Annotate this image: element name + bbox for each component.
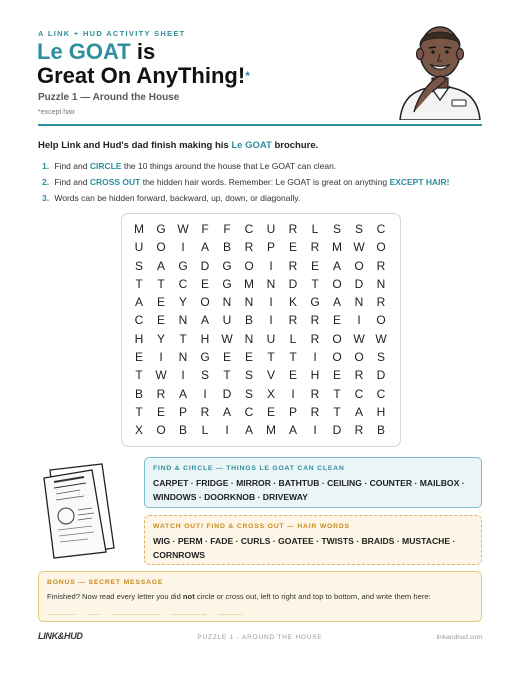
grid-letter: Y (178, 295, 187, 310)
grid-letter: D (200, 258, 210, 273)
grid-letter: T (135, 276, 143, 291)
grid-letter: R (156, 386, 166, 401)
intro-text: Help Link and Hud's dad finish making his (38, 140, 232, 151)
footer-website: linkandhud.com (436, 634, 482, 641)
grid-letter: M (134, 222, 144, 236)
grid-letter: E (332, 313, 341, 328)
grid-letter: D (376, 368, 386, 383)
grid-letter: N (354, 295, 364, 310)
step-keyword: CIRCLE (89, 161, 122, 171)
step-text: Find and (54, 177, 90, 187)
bonus-emphasis: not (182, 592, 195, 601)
grid-letter: W (177, 222, 189, 236)
footer-puzzle-label: PUZZLE 1 · AROUND THE HOUSE (197, 634, 323, 641)
grid-letter: R (354, 368, 364, 383)
grid-letter: H (200, 331, 210, 346)
grid-letter: P (266, 240, 275, 255)
grid-letter: T (179, 331, 187, 346)
grid-letter: C (134, 313, 144, 328)
grid-letter: D (288, 276, 298, 291)
grid-letter: I (181, 368, 185, 383)
grid-letter: K (288, 295, 297, 310)
grid-letter: I (225, 423, 229, 438)
link-hud-logo: LINK&HUD (38, 631, 83, 641)
grid-letter: U (266, 331, 276, 346)
grid-letter: E (156, 404, 165, 419)
instruction-step (42, 158, 450, 174)
grid-letter: M (266, 423, 276, 438)
grid-letter: U (222, 313, 232, 328)
grid-letter: I (291, 386, 295, 401)
grid-letter: E (266, 404, 275, 419)
grid-letter: R (376, 295, 386, 310)
hair-words-box (144, 515, 482, 565)
grid-letter: G (222, 258, 232, 273)
grid-letter: A (134, 295, 143, 310)
dad-portrait-illustration (392, 16, 488, 120)
title-line2: Great On AnyThing! (37, 63, 246, 88)
grid-letter: G (222, 276, 232, 291)
bonus-message-box (38, 571, 482, 622)
grid-letter: O (156, 423, 166, 438)
grid-letter: R (310, 240, 320, 255)
puzzle-subtitle: Puzzle 1 — Around the House (38, 92, 180, 103)
grid-letter: E (310, 258, 319, 273)
grid-letter: R (310, 331, 320, 346)
grid-letter: R (288, 258, 298, 273)
grid-letter: S (244, 368, 253, 383)
grid-letter: F (201, 222, 209, 236)
grid-letter: E (156, 295, 165, 310)
grid-letter: W (353, 240, 365, 255)
grid-letter: D (222, 386, 232, 401)
grid-letter: R (200, 404, 210, 419)
grid-letter: G (200, 350, 210, 365)
grid-letter: R (288, 313, 298, 328)
grid-letter: B (222, 240, 231, 255)
grid-letter: D (332, 423, 342, 438)
grid-letter: C (376, 222, 386, 236)
grid-letter: I (159, 350, 163, 365)
grid-letter: O (354, 258, 364, 273)
grid-letter: Y (156, 331, 165, 346)
grid-letter: H (310, 368, 320, 383)
step-number: 2. (42, 177, 50, 187)
intro-text-end: brochure. (271, 140, 319, 151)
grid-letter: N (244, 295, 254, 310)
hair-words-heading: WATCH OUT! FIND & CROSS OUT — HAIR WORDS (153, 523, 350, 530)
grid-letter: I (203, 386, 207, 401)
grid-letter: A (244, 423, 253, 438)
step-keyword: CROSS OUT (89, 177, 141, 187)
grid-letter: N (178, 313, 188, 328)
grid-letter: E (244, 350, 253, 365)
title-line1-rest: is (130, 39, 156, 64)
grid-letter: G (178, 258, 188, 273)
grid-letter: A (200, 313, 209, 328)
word-search-grid (121, 213, 401, 447)
grid-letter: F (223, 222, 231, 236)
bonus-instructions (47, 591, 475, 602)
grid-letter: G (310, 295, 320, 310)
grid-letter: C (178, 276, 188, 291)
title-brand: Le GOAT (37, 39, 131, 64)
grid-letter: O (376, 313, 386, 328)
grid-letter: C (376, 386, 386, 401)
grid-letter: R (310, 313, 320, 328)
sheet-title (37, 40, 250, 88)
grid-letter: O (376, 240, 386, 255)
grid-letter: A (200, 240, 209, 255)
grid-letter: C (354, 386, 364, 401)
grid-letter: E (288, 240, 297, 255)
sheet-kicker: A LINK + HUD ACTIVITY SHEET (38, 29, 186, 38)
grid-letter: P (178, 404, 187, 419)
grid-letter: S (134, 258, 143, 273)
find-circle-heading: FIND & CIRCLE — THINGS LE GOAT CAN CLEAN (153, 465, 345, 472)
grid-letter: O (244, 258, 254, 273)
grid-letter: V (266, 368, 275, 383)
grid-letter: N (376, 276, 386, 291)
bonus-text: Finished? Now read every letter you did (47, 592, 183, 601)
grid-letter: L (289, 331, 297, 346)
step-text: the hidden hair words. Remember: Le GOAT is great on anything (140, 177, 390, 187)
step-text: Words can be hidden forward, backward, up, down, or diagonally. (54, 193, 301, 203)
grid-letter: A (178, 386, 187, 401)
grid-letter: T (289, 350, 297, 365)
grid-letter: A (332, 258, 341, 273)
bonus-text-end: circle or cross out, left to right and top to bottom, and write them here: (194, 592, 431, 601)
grid-letter: I (269, 313, 273, 328)
grid-letter: T (223, 368, 231, 383)
grid-letter: O (332, 331, 342, 346)
grid-letter: W (155, 368, 167, 383)
grid-letter: R (244, 240, 254, 255)
grid-letter: B (134, 386, 143, 401)
instruction-step (42, 174, 450, 190)
grid-letter: W (353, 331, 365, 346)
grid-letter: R (310, 386, 320, 401)
grid-letter: T (157, 276, 165, 291)
word-search-letters (128, 220, 392, 440)
grid-letter: N (222, 295, 232, 310)
step-text: the 10 things around the house that Le GOAT can clean. (121, 161, 337, 171)
grid-letter: S (376, 350, 385, 365)
grid-letter: E (156, 313, 165, 328)
grid-letter: W (375, 331, 387, 346)
grid-letter: O (332, 276, 342, 291)
grid-letter: B (244, 313, 253, 328)
grid-letter: A (332, 295, 341, 310)
grid-letter: C (244, 404, 254, 419)
step-number: 3. (42, 193, 50, 203)
grid-letter: S (200, 368, 209, 383)
grid-letter: R (376, 258, 386, 273)
grid-letter: T (267, 350, 275, 365)
grid-letter: O (156, 240, 166, 255)
grid-letter: B (376, 423, 385, 438)
grid-letter: M (332, 240, 342, 255)
grid-letter: A (288, 423, 297, 438)
grid-letter: O (332, 350, 342, 365)
bonus-heading: BONUS — SECRET MESSAGE (47, 579, 164, 586)
header-rule (38, 124, 482, 126)
grid-letter: I (181, 240, 185, 255)
grid-letter: N (244, 331, 254, 346)
grid-letter: R (288, 222, 298, 236)
grid-letter: T (135, 368, 143, 383)
grid-letter: I (269, 295, 273, 310)
step-number: 1. (42, 161, 50, 171)
grid-letter: A (156, 258, 165, 273)
grid-letter: O (354, 350, 364, 365)
grid-letter: U (266, 222, 276, 236)
grid-letter: T (333, 404, 341, 419)
brochure-illustration (36, 460, 118, 560)
grid-letter: P (288, 404, 297, 419)
grid-letter: A (354, 404, 363, 419)
grid-letter: M (244, 276, 254, 291)
grid-letter: I (313, 423, 317, 438)
find-circle-box (144, 457, 482, 508)
grid-letter: I (269, 258, 273, 273)
instructions-intro (38, 140, 318, 151)
step-text: Find and (54, 161, 90, 171)
grid-letter: T (311, 276, 319, 291)
instruction-step (42, 190, 450, 206)
grid-letter: E (134, 350, 143, 365)
grid-letter: C (244, 222, 254, 236)
intro-brand: Le GOAT (231, 140, 272, 151)
hair-word-list: WIG · PERM · FADE · CURLS · GOATEE · TWISTS · BRAIDS · MUSTACHE · CORNROWS (153, 536, 456, 560)
grid-letter: S (332, 222, 341, 236)
grid-letter: D (354, 276, 364, 291)
grid-letter: I (313, 350, 317, 365)
grid-letter: A (222, 404, 231, 419)
grid-letter: L (311, 222, 319, 236)
grid-letter: E (200, 276, 209, 291)
find-circle-word-list: CARPET · FRIDGE · MIRROR · BATHTUB · CEILING · COUNTER · MAILBOX · WINDOWS · DOORKNOB · DRIVEWAY (153, 478, 465, 502)
grid-letter: H (134, 331, 144, 346)
grid-letter: O (200, 295, 210, 310)
grid-letter: W (221, 331, 233, 346)
title-footnote: *except hair (38, 109, 75, 116)
grid-letter: L (201, 423, 209, 438)
grid-letter: X (266, 386, 275, 401)
grid-letter: S (244, 386, 253, 401)
grid-letter: H (376, 404, 386, 419)
grid-letter: I (357, 313, 361, 328)
answer-blanks: _____ __ ________ ______ ____ (47, 606, 243, 616)
grid-letter: T (135, 404, 143, 419)
grid-letter: N (266, 276, 276, 291)
grid-letter: G (156, 222, 166, 236)
grid-letter: E (332, 368, 341, 383)
grid-letter: U (134, 240, 144, 255)
step-keyword: EXCEPT HAIR! (389, 177, 450, 187)
instruction-steps (42, 158, 450, 206)
grid-letter: X (134, 423, 143, 438)
grid-letter: E (222, 350, 231, 365)
grid-letter: T (333, 386, 341, 401)
title-asterisk: * (245, 69, 250, 83)
grid-letter: R (354, 423, 364, 438)
grid-letter: S (354, 222, 363, 236)
grid-letter: N (178, 350, 188, 365)
grid-letter: E (288, 368, 297, 383)
grid-letter: B (178, 423, 187, 438)
grid-letter: R (310, 404, 320, 419)
